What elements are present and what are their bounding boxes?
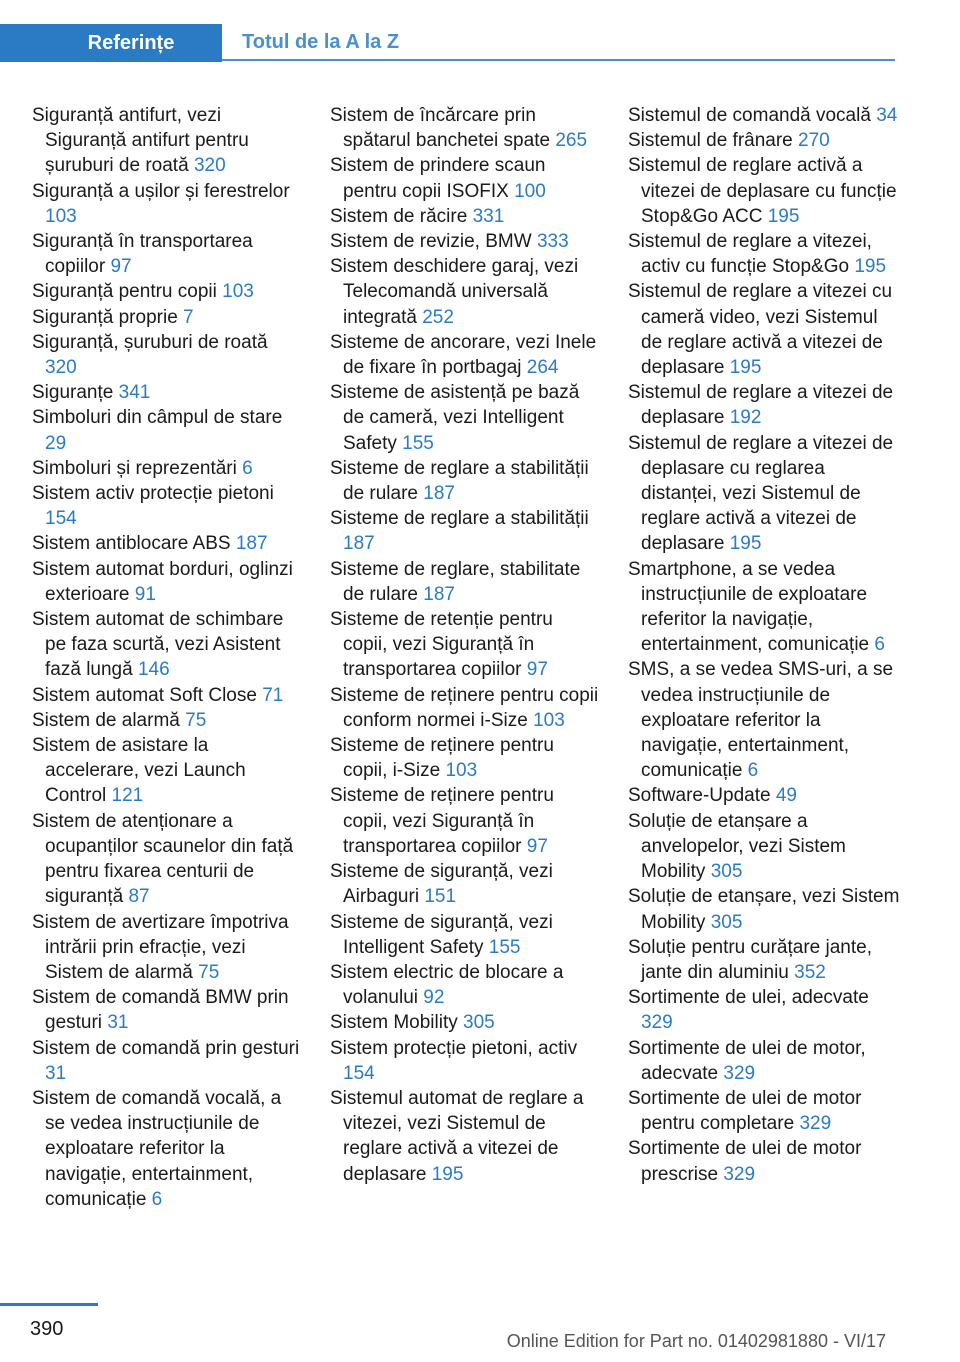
index-page-link[interactable]: 6 — [151, 1188, 163, 1210]
index-page-link[interactable]: 187 — [423, 583, 455, 605]
index-entry — [628, 985, 900, 1035]
index-page-link[interactable]: 195 — [431, 1163, 464, 1185]
index-entry — [628, 1136, 900, 1186]
tab-referinte-label: Referințe — [87, 31, 175, 54]
index-entry — [32, 229, 304, 279]
index-entry — [628, 1086, 900, 1136]
index-entry — [32, 330, 304, 380]
index-entry-text: Sistem de alarmă — [32, 709, 180, 731]
index-page-link[interactable]: 49 — [775, 785, 797, 807]
index-page-link[interactable]: 352 — [794, 961, 826, 983]
index-page-link[interactable]: 195 — [729, 533, 762, 555]
index-entry-text: Simboluri din câmpul de stare — [32, 407, 283, 429]
index-entry — [32, 380, 304, 405]
header-divider — [222, 59, 895, 61]
index-entry — [330, 204, 602, 229]
index-entry-text: Sistem de avertizare împotriva intrării prin efracție, vezi Sistem de alarmă — [32, 911, 289, 983]
index-page-link[interactable]: 97 — [526, 659, 548, 681]
footer-accent-bar — [0, 1303, 98, 1306]
index-entry-text: Siguranțe — [32, 382, 114, 404]
index-entry — [628, 557, 900, 658]
index-entry — [32, 103, 304, 179]
index-entry — [628, 103, 900, 128]
index-entry-text: Sistem antiblocare ABS — [32, 533, 231, 555]
index-page-link[interactable]: 92 — [423, 987, 445, 1009]
index-page-link[interactable]: 270 — [798, 130, 830, 152]
index-entry — [32, 708, 304, 733]
index-page-link[interactable]: 155 — [488, 936, 521, 958]
index-page-link[interactable]: 151 — [424, 886, 457, 908]
index-entry — [628, 935, 900, 985]
index-entry-text: Sisteme de siguranță, vezi Airbaguri — [330, 861, 553, 908]
index-entry — [32, 557, 304, 607]
index-page-link[interactable]: 103 — [222, 281, 254, 303]
index-entry — [628, 431, 900, 557]
index-entry-text: Sistem electric de blocare a volanului — [330, 961, 564, 1009]
index-entry — [32, 1036, 304, 1086]
index-entry — [330, 456, 602, 506]
index-page-link[interactable]: 34 — [876, 105, 898, 126]
index-page-link[interactable]: 6 — [874, 634, 885, 656]
index-entry-text: Sistem de răcire — [330, 205, 468, 227]
index-entry-text: Sisteme de siguranță, vezi Intelligent Safety — [330, 911, 553, 958]
index-entry — [32, 1086, 304, 1212]
index-entry-text: Sistem de comandă prin gesturi — [32, 1037, 300, 1059]
index-entry-text: Sistem de revizie, BMW — [330, 231, 532, 253]
index-entry — [628, 1036, 900, 1086]
header — [0, 24, 895, 62]
index-entry — [628, 783, 900, 808]
index-entry-text: Sistem automat Soft Close — [32, 684, 257, 706]
index-page-link[interactable]: 97 — [110, 256, 132, 278]
index-page-link[interactable]: 305 — [463, 1012, 495, 1034]
tab-totul-label: Totul de la A la Z — [242, 30, 400, 53]
index-entry — [330, 254, 602, 330]
index-entry — [330, 910, 602, 960]
index-entry — [330, 380, 602, 456]
index-page-link[interactable]: 121 — [111, 785, 144, 807]
index-entry-text: Sisteme de reținere pentru copii, i-Size — [330, 735, 554, 782]
index-entry-text: Soluție de etanșare a anvelopelor, vezi Sistem Mobility — [628, 810, 846, 883]
index-page-link[interactable]: 329 — [799, 1113, 832, 1135]
index-entry — [330, 1010, 602, 1035]
index-entry-text: Sisteme de reglare a stabilității de rulare — [330, 457, 589, 505]
index-page-link[interactable]: 195 — [729, 357, 762, 379]
index-entry — [628, 279, 900, 380]
index-page-link[interactable]: 75 — [185, 709, 207, 731]
index-entry — [32, 531, 304, 556]
index-entry-text: Software-Update — [628, 785, 771, 807]
index-entry-text: Sisteme de reglare a stabilității — [330, 508, 589, 530]
index-entry-text: Smartphone, a se vedea instrucțiunile de exploatare referitor la navigație, entertainment, comunicație — [628, 558, 870, 656]
index-entry — [32, 179, 304, 229]
index-entry — [32, 405, 304, 455]
index-entry — [32, 305, 304, 330]
index-entry-text: Sistemul de reglare a vitezei de deplasare — [628, 382, 894, 429]
index-page-link[interactable]: 320 — [193, 155, 226, 177]
index-page-link[interactable]: 331 — [472, 205, 505, 227]
index-page-link[interactable]: 320 — [45, 357, 77, 379]
index-entry-text: Sistemul de frânare — [628, 130, 793, 152]
index-page-link[interactable]: 75 — [198, 961, 220, 983]
index-entry-text: Sistemul de comandă vocală — [628, 105, 871, 126]
index-entry — [330, 1086, 602, 1187]
index-page-link[interactable]: 264 — [526, 357, 559, 379]
index-entry — [330, 783, 602, 859]
index-page-link[interactable]: 195 — [854, 256, 887, 278]
index-page-link[interactable]: 341 — [118, 382, 151, 404]
index-page-link[interactable]: 329 — [723, 1062, 756, 1084]
index-entry — [628, 229, 900, 279]
index-column-2 — [330, 103, 602, 1187]
index-entry-text: Sistem de prindere scaun pentru copii ISOFIX — [330, 155, 546, 202]
index-entry-text: Sisteme de reglare, stabilitate de rulare — [330, 558, 581, 605]
index-page-link[interactable]: 154 — [343, 1062, 375, 1084]
index-entry — [330, 330, 602, 380]
index-entry-text: Sisteme de reținere pentru copii conform normei i-Size — [330, 684, 599, 731]
page-number: 390 — [30, 1318, 64, 1340]
index-page-link[interactable]: 155 — [402, 432, 434, 454]
index-page-link[interactable]: 329 — [723, 1163, 756, 1185]
index-entry-text: Sortimente de ulei de motor, adecvate — [628, 1037, 866, 1084]
index-entry-text: Siguranță, șuruburi de roată — [32, 331, 268, 353]
index-entry — [628, 657, 900, 783]
index-entry-text: Sistemul de reglare a vitezei de deplasare cu reglarea distanței, vezi Sistemul de reglare activă a vitezei de deplasare — [628, 432, 894, 555]
index-entry-text: Sisteme de retenție pentru copii, vezi Siguranță în transportarea copiilor — [330, 609, 553, 681]
index-page-link[interactable]: 100 — [514, 180, 546, 202]
index-entry — [32, 733, 304, 809]
index-page-link[interactable]: 6 — [242, 457, 253, 479]
tab-referinte[interactable] — [0, 24, 222, 62]
index-page-link[interactable]: 333 — [536, 231, 569, 253]
index-entry-text: Sistem de comandă vocală, a se vedea instrucțiunile de exploatare referitor la navigație, entertainment, comunicație — [32, 1087, 282, 1210]
index-entry — [32, 456, 304, 481]
index-entry — [330, 153, 602, 203]
index-page-link[interactable]: 195 — [767, 205, 800, 227]
index-page-link[interactable]: 192 — [729, 407, 762, 429]
index-page-link[interactable]: 31 — [45, 1062, 67, 1084]
index-entry-text: Sisteme de reținere pentru copii, vezi Siguranță în transportarea copiilor — [330, 785, 554, 857]
index-page-link[interactable]: 265 — [555, 130, 588, 152]
index-entry — [628, 809, 900, 885]
index-entry-text: Sistem de atenționare a ocupanților scaunelor din față pentru fixarea centurii de siguranță — [32, 810, 294, 908]
index-entry-text: Sistem activ protecție pietoni — [32, 483, 274, 505]
index-entry-text: Siguranță pentru copii — [32, 281, 217, 303]
index-entry — [32, 809, 304, 910]
index-entry-text: Sistemul de reglare a vitezei cu cameră video, vezi Sistemul de reglare activă a vitezei de deplasare — [628, 281, 893, 379]
index-page-link[interactable]: 154 — [45, 508, 77, 530]
index-entry — [32, 279, 304, 304]
index-page-link[interactable]: 87 — [128, 886, 150, 908]
index-entry — [628, 153, 900, 229]
index-entry-text: Sisteme de ancorare, vezi Inele de fixare în portbagaj — [330, 331, 597, 379]
index-page-link[interactable]: 97 — [526, 835, 548, 857]
index-page-link[interactable]: 305 — [710, 861, 743, 883]
index-entry-text: Sistem automat de schimbare pe faza scurtă, vezi Asistent fază lungă — [32, 609, 284, 681]
index-entry-text: Siguranță proprie — [32, 306, 178, 328]
index-entry — [330, 683, 602, 733]
index-column-3 — [628, 103, 900, 1187]
index-page-link[interactable]: 31 — [107, 1012, 129, 1034]
index-entry — [628, 128, 900, 153]
index-entry — [330, 103, 602, 153]
index-entry-text: Sistemul automat de reglare a vitezei, vezi Sistemul de reglare activă a vitezei de deplasare — [330, 1087, 584, 1185]
index-page-link[interactable]: 6 — [747, 760, 759, 782]
index-entry — [330, 229, 602, 254]
tab-totul-de-la-a-la-z[interactable] — [242, 24, 399, 60]
index-page-link[interactable]: 103 — [445, 760, 478, 782]
index-entry-text: Sistem de comandă BMW prin gesturi — [32, 987, 289, 1034]
index-entry-text: Sistem deschidere garaj, vezi Telecomandă universală integrată — [330, 256, 579, 328]
index-page-link[interactable]: 329 — [641, 1012, 673, 1034]
index-entry — [32, 481, 304, 531]
index-page-link[interactable]: 29 — [45, 432, 67, 454]
index-entry — [330, 733, 602, 783]
index-entry-text: Soluție de etanșare, vezi Sistem Mobility — [628, 886, 900, 933]
index-entry — [330, 506, 602, 556]
index-page-link[interactable]: 7 — [183, 306, 194, 328]
index-page-link[interactable]: 187 — [235, 533, 268, 555]
edition-text: Online Edition for Part no. 01402981880 - VI/17 — [506, 1331, 886, 1351]
index-entry-text: Sortimente de ulei de motor prescrise — [628, 1138, 862, 1185]
index-entry — [330, 1036, 602, 1086]
index-entry-text: Siguranță în transportarea copiilor — [32, 231, 253, 278]
index-entry-text: Sortimente de ulei, adecvate — [628, 987, 869, 1009]
index-column-1 — [32, 103, 304, 1212]
index-page-link[interactable]: 146 — [137, 659, 170, 681]
index-page-link[interactable]: 252 — [422, 306, 454, 328]
index-page-link[interactable]: 187 — [423, 483, 455, 505]
index-entry — [330, 859, 602, 909]
index-page-link[interactable]: 103 — [45, 205, 77, 227]
index-entry — [330, 607, 602, 683]
index-entry-text: Siguranță a ușilor și ferestrelor — [32, 180, 290, 202]
index-entry — [628, 884, 900, 934]
index-entry — [32, 985, 304, 1035]
index-entry-text: Sistem protecție pietoni, activ — [330, 1037, 578, 1059]
index-entry — [32, 607, 304, 683]
index-entry-text: Sistem automat borduri, oglinzi exterioare — [32, 558, 293, 605]
index-entry-text: Sistem Mobility — [330, 1012, 458, 1034]
index-page-link[interactable]: 71 — [262, 684, 284, 706]
index-page-link[interactable]: 103 — [533, 709, 565, 731]
index-entry — [628, 380, 900, 430]
index-entry-text: Simboluri și reprezentări — [32, 457, 237, 479]
index-entry-text: Sistem de asistare la accelerare, vezi Launch Control — [32, 735, 246, 807]
index-entry-text: Sistem de încărcare prin spătarul banchetei spate — [330, 105, 551, 152]
index-entry-text: Siguranță antifurt, vezi Siguranță antifurt pentru șuruburi de roată — [32, 105, 249, 177]
index-page-link[interactable]: 91 — [134, 583, 156, 605]
index-entry — [32, 910, 304, 986]
index-entry-text: Sortimente de ulei de motor pentru completare — [628, 1087, 862, 1135]
index-entry-text: Soluție pentru curățare jante, jante din aluminiu — [628, 936, 872, 983]
index-entry — [330, 960, 602, 1010]
index-entry-text: Sisteme de asistență pe bază de cameră, vezi Intelligent Safety — [330, 382, 580, 454]
index-entry-text: Sistemul de reglare a vitezei, activ cu funcție Stop&Go — [628, 231, 872, 278]
index-entry — [330, 557, 602, 607]
index-entry — [32, 683, 304, 708]
index-page-link[interactable]: 305 — [710, 911, 743, 933]
index-page-link[interactable]: 187 — [343, 533, 375, 555]
index-entry-text: Sistemul de reglare activă a vitezei de deplasare cu funcție Stop&Go ACC — [628, 155, 897, 227]
index-entry-text: SMS, a se vedea SMS-uri, a se vedea instrucțiunile de exploatare referitor la navigație, entertainment, comunicație — [628, 659, 894, 782]
